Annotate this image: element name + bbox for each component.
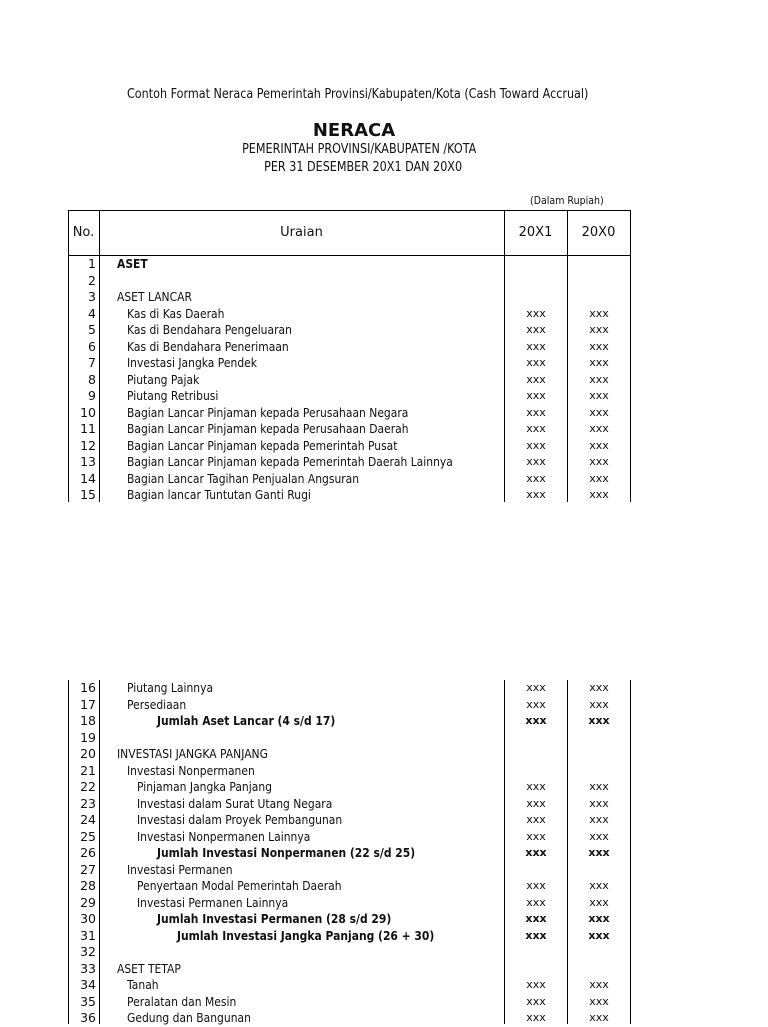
table-row xyxy=(68,961,631,978)
value-20x0: xxx xyxy=(589,356,609,369)
table-row xyxy=(68,713,631,730)
row-label: Pinjaman Jangka Panjang xyxy=(137,779,272,794)
row-label: Investasi Nonpermanen Lainnya xyxy=(137,828,311,844)
row-number: 29 xyxy=(80,894,96,910)
value-20x0: xxx xyxy=(589,471,609,485)
value-20x0: xxx xyxy=(588,714,610,727)
row-number: 12 xyxy=(80,437,96,453)
currency-unit-note: (Dalam Rupiah) xyxy=(530,194,604,207)
row-number: 3 xyxy=(88,289,96,304)
value-20x0: xxx xyxy=(589,978,609,991)
row-number: 13 xyxy=(80,454,96,469)
value-20x1: xxx xyxy=(526,994,546,1008)
row-number: 16 xyxy=(80,680,96,695)
value-20x0: xxx xyxy=(588,846,610,859)
row-label: Jumlah Aset Lancar (4 s/d 17) xyxy=(157,713,336,728)
value-20x1: xxx xyxy=(526,455,546,468)
table-row xyxy=(68,977,631,994)
row-number: 32 xyxy=(80,944,96,959)
row-label: Bagian Lancar Tagihan Penjualan Angsuran xyxy=(127,470,360,486)
table-row xyxy=(68,680,631,697)
table-row xyxy=(68,878,631,895)
value-20x1: xxx xyxy=(526,796,546,810)
row-number: 22 xyxy=(80,779,96,794)
row-label: Investasi Nonpermanen xyxy=(127,762,255,778)
table-row xyxy=(68,746,631,763)
row-label: ASET TETAP xyxy=(117,960,181,976)
row-label xyxy=(117,730,507,747)
value-20x0: xxx xyxy=(589,681,609,694)
value-20x1: xxx xyxy=(526,780,546,793)
value-20x1: xxx xyxy=(526,813,546,826)
value-20x0: xxx xyxy=(589,813,609,826)
row-label: Bagian lancar Tuntutan Ganti Rugi xyxy=(127,487,311,502)
header-20x1: 20X1 xyxy=(518,225,553,240)
table-row xyxy=(68,256,631,273)
row-number: 20 xyxy=(80,746,96,761)
row-label: Bagian Lancar Pinjaman kepada Pemerintah Pusat xyxy=(127,437,398,453)
row-label: Persediaan xyxy=(127,696,187,712)
row-label: Jumlah Investasi Permanen (28 s/d 29) xyxy=(157,911,392,926)
value-20x1: xxx xyxy=(526,895,546,909)
table-row xyxy=(68,454,631,471)
row-number: 30 xyxy=(80,911,96,926)
table-row xyxy=(68,322,631,339)
row-number: 5 xyxy=(88,322,96,337)
value-20x1: xxx xyxy=(525,846,547,859)
row-number: 24 xyxy=(80,812,96,827)
value-20x1: xxx xyxy=(526,978,546,991)
row-label: ASET LANCAR xyxy=(117,289,192,304)
value-20x0: xxx xyxy=(589,438,609,452)
row-label: Bagian Lancar Pinjaman kepada Perusahaan Negara xyxy=(127,404,409,420)
table-row xyxy=(68,928,631,945)
row-label: Kas di Kas Daerah xyxy=(127,305,225,321)
header-uraian: Uraian xyxy=(280,225,323,240)
table-row xyxy=(68,438,631,455)
row-number: 2 xyxy=(88,272,96,288)
value-20x1: xxx xyxy=(526,323,546,336)
value-20x1: xxx xyxy=(526,422,546,435)
value-20x1: xxx xyxy=(526,681,546,694)
table-row xyxy=(68,487,631,504)
value-20x0: xxx xyxy=(589,488,609,501)
value-20x0: xxx xyxy=(589,1011,609,1024)
value-20x0: xxx xyxy=(589,422,609,435)
row-label: ASET xyxy=(117,256,148,271)
row-label: Bagian Lancar Pinjaman kepada Pemerintah Daerah Lainnya xyxy=(127,454,453,469)
table-row xyxy=(68,944,631,961)
row-number: 35 xyxy=(80,993,96,1009)
value-20x0: xxx xyxy=(589,323,609,336)
row-number: 9 xyxy=(88,388,96,403)
table-row xyxy=(68,405,631,422)
table-row xyxy=(68,911,631,928)
table-row xyxy=(68,355,631,372)
header-20x0: 20X0 xyxy=(581,225,616,240)
table-row xyxy=(68,289,631,306)
value-20x1: xxx xyxy=(526,306,546,320)
row-label: Bagian Lancar Pinjaman kepada Perusahaan Daerah xyxy=(127,421,409,436)
row-label: Kas di Bendahara Penerimaan xyxy=(127,338,289,354)
value-20x0: xxx xyxy=(589,372,609,386)
table-row xyxy=(68,812,631,829)
table-row xyxy=(68,829,631,846)
value-20x1: xxx xyxy=(526,372,546,386)
row-label: Tanah xyxy=(127,977,159,992)
table-row xyxy=(68,697,631,714)
balance-sheet-table-page-2 xyxy=(68,680,631,1024)
document-subtitle: Contoh Format Neraca Pemerintah Provinsi/Kabupaten/Kota (Cash Toward Accrual) xyxy=(127,87,589,102)
table-row xyxy=(68,1010,631,1027)
value-20x0: xxx xyxy=(589,405,609,419)
value-20x1: xxx xyxy=(525,912,547,925)
value-20x1: xxx xyxy=(526,829,546,843)
document-title: NERACA xyxy=(312,120,396,141)
balance-sheet-table-page-1 xyxy=(68,210,631,502)
row-number: 15 xyxy=(80,487,96,502)
value-20x0: xxx xyxy=(589,895,609,909)
value-20x1: xxx xyxy=(526,1011,546,1024)
row-number: 26 xyxy=(80,845,96,860)
table-row xyxy=(68,388,631,405)
row-label: Investasi Permanen xyxy=(127,861,233,877)
value-20x0: xxx xyxy=(589,455,609,468)
row-number: 6 xyxy=(88,338,96,354)
value-20x1: xxx xyxy=(526,471,546,485)
table-row xyxy=(68,796,631,813)
row-number: 18 xyxy=(80,713,96,728)
value-20x1: xxx xyxy=(526,879,546,892)
table-row xyxy=(68,779,631,796)
table-row xyxy=(68,339,631,356)
value-20x0: xxx xyxy=(589,994,609,1008)
table-row xyxy=(68,306,631,323)
value-20x1: xxx xyxy=(525,928,547,942)
row-number: 36 xyxy=(80,1010,96,1025)
row-number: 10 xyxy=(80,404,96,420)
row-number: 21 xyxy=(80,762,96,778)
value-20x1: xxx xyxy=(526,339,546,353)
row-number: 19 xyxy=(80,729,96,745)
row-label: Investasi Jangka Pendek xyxy=(127,355,257,370)
table-row xyxy=(68,273,631,290)
value-20x1: xxx xyxy=(526,389,546,402)
value-20x1: xxx xyxy=(526,438,546,452)
row-number: 27 xyxy=(80,861,96,877)
table-row xyxy=(68,845,631,862)
value-20x0: xxx xyxy=(589,829,609,843)
report-period: PER 31 DESEMBER 20X1 DAN 20X0 xyxy=(264,160,462,175)
table-row xyxy=(68,763,631,780)
value-20x0: xxx xyxy=(589,389,609,402)
row-number: 25 xyxy=(80,828,96,844)
value-20x1: xxx xyxy=(526,356,546,369)
row-number: 31 xyxy=(80,927,96,943)
value-20x1: xxx xyxy=(526,405,546,419)
value-20x0: xxx xyxy=(589,879,609,892)
value-20x1: xxx xyxy=(526,488,546,501)
row-label: Penyertaan Modal Pemerintah Daerah xyxy=(137,878,342,893)
table-row xyxy=(68,994,631,1011)
row-label: INVESTASI JANGKA PANJANG xyxy=(117,746,268,761)
row-label: Investasi dalam Proyek Pembangunan xyxy=(137,812,343,827)
row-number: 28 xyxy=(80,878,96,893)
row-label: Peralatan dan Mesin xyxy=(127,993,237,1009)
row-number: 34 xyxy=(80,977,96,992)
table-row xyxy=(68,895,631,912)
header-no: No. xyxy=(72,225,95,240)
row-label: Kas di Bendahara Pengeluaran xyxy=(127,322,292,337)
value-20x0: xxx xyxy=(589,306,609,320)
row-number: 14 xyxy=(80,470,96,486)
row-label: Piutang Pajak xyxy=(127,371,200,387)
row-number: 1 xyxy=(88,256,96,271)
row-label: Jumlah Investasi Nonpermanen (22 s/d 25) xyxy=(157,845,416,860)
table-row xyxy=(68,372,631,389)
table-row xyxy=(68,730,631,747)
row-label xyxy=(117,273,507,290)
row-label: Piutang Retribusi xyxy=(127,388,219,403)
value-20x0: xxx xyxy=(589,697,609,711)
value-20x0: xxx xyxy=(589,796,609,810)
row-label xyxy=(117,944,507,961)
value-20x0: xxx xyxy=(588,912,610,925)
row-number: 17 xyxy=(80,696,96,712)
row-label: Investasi dalam Surat Utang Negara xyxy=(137,795,333,811)
row-number: 33 xyxy=(80,960,96,976)
table-row xyxy=(68,471,631,488)
row-number: 11 xyxy=(80,421,96,436)
value-20x0: xxx xyxy=(588,928,610,942)
row-number: 23 xyxy=(80,795,96,811)
row-label: Piutang Lainnya xyxy=(127,680,214,695)
row-number: 8 xyxy=(88,371,96,387)
table-row xyxy=(68,421,631,438)
row-number: 7 xyxy=(88,355,96,370)
row-label: Gedung dan Bangunan xyxy=(127,1010,251,1025)
row-number: 4 xyxy=(88,305,96,321)
entity-name: PEMERINTAH PROVINSI/KABUPATEN /KOTA xyxy=(241,142,477,157)
value-20x1: xxx xyxy=(526,697,546,711)
value-20x0: xxx xyxy=(589,339,609,353)
table-row xyxy=(68,862,631,879)
value-20x0: xxx xyxy=(589,780,609,793)
value-20x1: xxx xyxy=(525,714,547,727)
row-label: Investasi Permanen Lainnya xyxy=(137,894,289,910)
row-label: Jumlah Investasi Jangka Panjang (26 + 30) xyxy=(177,927,435,943)
